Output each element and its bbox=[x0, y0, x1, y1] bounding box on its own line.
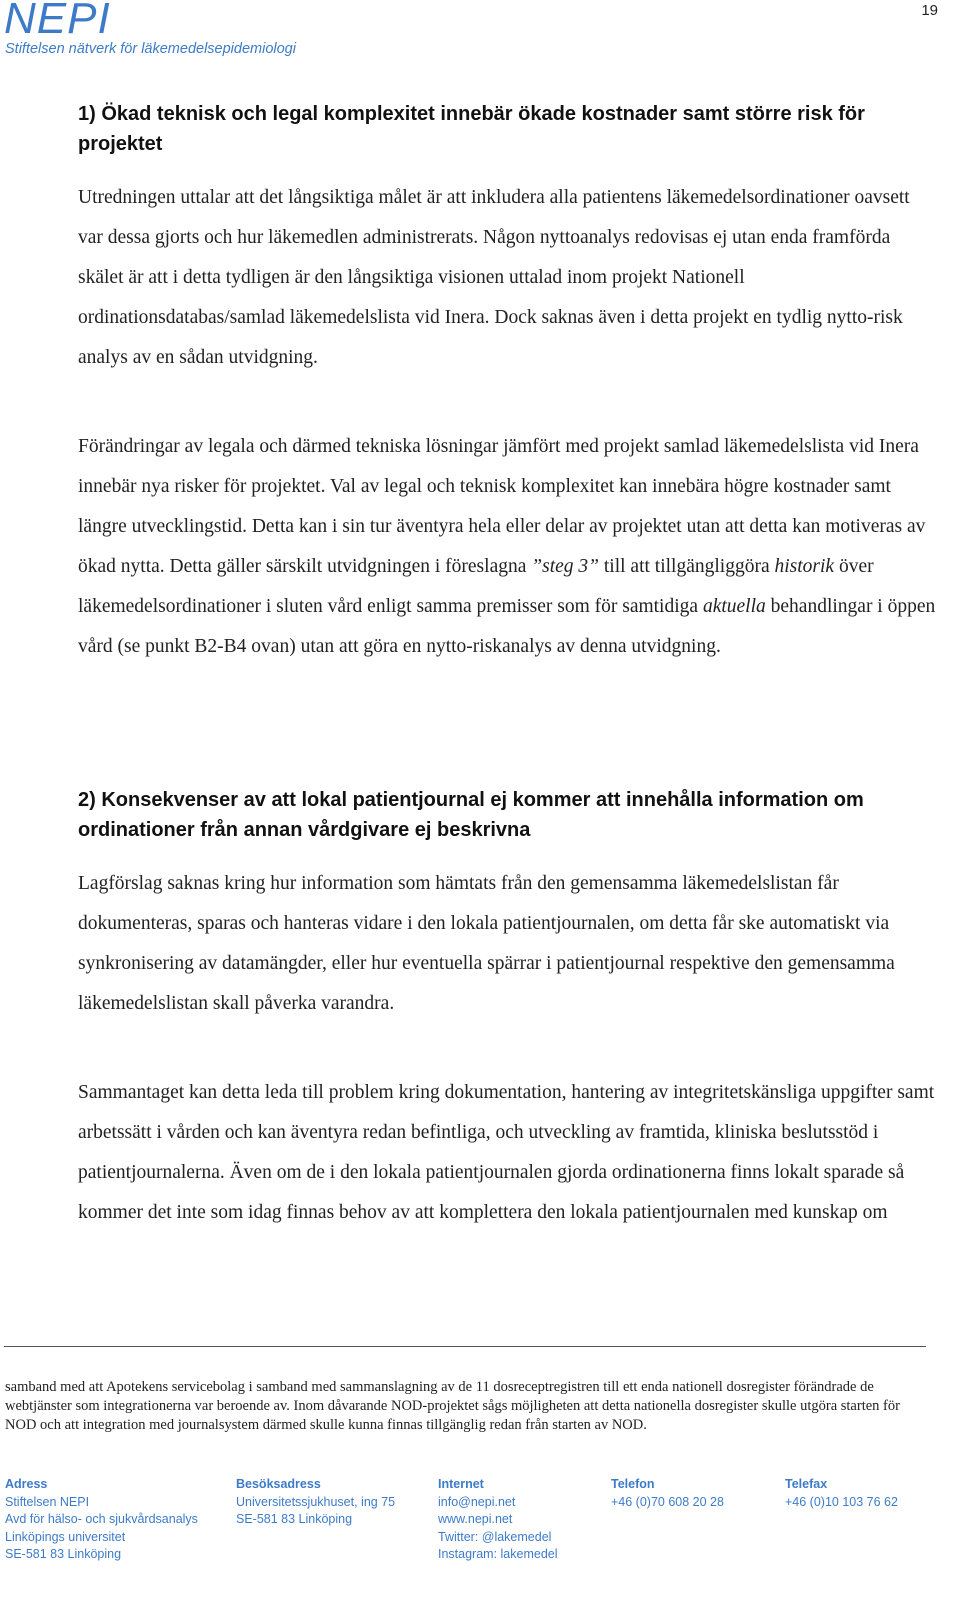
footer-line: Linköpings universitet bbox=[5, 1529, 126, 1544]
section-2-paragraph-1: Lagförslag saknas kring hur information som hämtats från den gemensamma läkemedelslistan får dokumenteras, sparas och hanteras vidare i den lokala patientjournalen, om detta får ske automatiskt via synkronisering av datamängder, eller hur eventuella spärrar i patientjournal respektive den gemensamma läkemedelslistan skall påverka varandra. bbox=[78, 873, 895, 1014]
footer-col-heading: Besöksadress bbox=[236, 1477, 321, 1491]
footer-col-heading: Adress bbox=[5, 1477, 48, 1491]
logo-subtitle: Stiftelsen nätverk för läkemedelsepidemiologi bbox=[5, 41, 296, 57]
section-1-heading: 1) Ökad teknisk och legal komplexitet innebär ökade kostnader samt större risk för projektet bbox=[78, 103, 865, 155]
footer-line: Universitetssjukhuset, ing 75 bbox=[236, 1494, 396, 1509]
section-1-paragraph-1: Utredningen uttalar att det långsiktiga målet är att inkludera alla patientens läkemedelsordinationer oavsett var dessa gjorts och hur läkemedlen administrerats. Någon nyttoanalys redovisas ej utan enda framförda skälet är att i detta tydligen är den långsiktiga visionen uttalad inom projekt Nationell ordinationsdatabas/samlad läkemedelslista vid Inera. Dock saknas även i detta projekt en tydlig nytto-risk analys av en sådan utvidgning. bbox=[78, 187, 910, 368]
footer-col-internet bbox=[438, 1476, 558, 1564]
footer-col-address bbox=[5, 1476, 198, 1564]
footer-line: +46 (0)10 103 76 62 bbox=[785, 1494, 898, 1509]
p2-em-steg3: ”steg 3” bbox=[531, 556, 599, 577]
footer-col-visit bbox=[236, 1476, 395, 1529]
footer-col-heading: Telefax bbox=[785, 1477, 828, 1491]
p2-text-d: behandlingar i öppen vård (se punkt B2-B4 ovan) utan att göra en nytto-riskanalys av denna utvidgning. bbox=[78, 596, 936, 657]
p2-text-b: till att tillgängliggöra bbox=[599, 556, 775, 577]
section-2-paragraph-2: Sammantaget kan detta leda till problem kring dokumentation, hantering av integritetskänsliga uppgifter samt arbetssätt i vården och kan äventyra redan befintliga, och utveckling av framtida, kliniska beslutsstöd i patientjournalerna. Även om de i den lokala patientjournalen gjorda ordinationerna finns lokalt sparade så kommer det inte som idag finnas behov av att komplettera den lokala patientjournalen med kunskap om bbox=[78, 1082, 935, 1223]
footer-col-phone bbox=[611, 1476, 724, 1511]
footer-col-heading: Internet bbox=[438, 1477, 484, 1491]
p2-em-historik: historik bbox=[774, 556, 835, 577]
footer-line: Avd för hälso- och sjukvårdsanalys bbox=[5, 1512, 198, 1526]
footer-email-link[interactable]: info@nepi.net bbox=[438, 1494, 516, 1509]
footer-web-link[interactable]: www.nepi.net bbox=[438, 1512, 513, 1526]
p2-em-aktuella: aktuella bbox=[702, 596, 766, 617]
footer-line: SE-581 83 Linköping bbox=[5, 1547, 122, 1561]
section-2-heading: 2) Konsekvenser av att lokal patientjournal ej kommer att innehålla information om ordinationer från annan vårdgivare ej beskrivna bbox=[78, 789, 864, 841]
footnote-text: samband med att Apotekens servicebolag i samband med sammanslagning av de 11 dosreceptregistren till ett enda nationell dosregister förändrade de webtjänster som integrationerna var beroende av. Inom dåvarande NOD-projektet sågs möjligheten att detta nationella dosregister skulle utgöra starten för NOD och att integration med journalsystem därmed skulle kunna finnas tillgänglig redan från starten av NOD. bbox=[5, 1379, 900, 1433]
logo: NEPI bbox=[4, 0, 111, 43]
p2-text-c: över läkemedelsordinationer i sluten vård enligt samma premisser som för samtidiga bbox=[78, 556, 874, 617]
footer-col-heading: Telefon bbox=[611, 1477, 655, 1491]
footer-line: Stiftelsen NEPI bbox=[5, 1494, 90, 1509]
footnote-divider bbox=[4, 1346, 926, 1347]
footer-line: +46 (0)70 608 20 28 bbox=[611, 1494, 724, 1509]
page-number: 19 bbox=[921, 2, 938, 19]
p2-text-a: Förändringar av legala och därmed tekniska lösningar jämfört med projekt samlad läkemedelslista vid Inera innebär nya risker för projektet. Val av legal och teknisk komplexitet kan innebära högre kostnader samt längre utvecklingstid. Detta kan i sin tur äventyra hela eller delar av projektet utan att detta kan motiveras av ökad nytta. Detta gäller särskilt utvidgningen i föreslagna bbox=[78, 436, 926, 577]
footer-twitter-link[interactable]: Twitter: @lakemedel bbox=[438, 1529, 552, 1544]
footer-col-fax bbox=[785, 1476, 898, 1511]
footer-instagram-link[interactable]: Instagram: lakemedel bbox=[438, 1547, 558, 1561]
section-1-paragraph-2 bbox=[78, 427, 938, 667]
footer-line: SE-581 83 Linköping bbox=[236, 1512, 353, 1526]
